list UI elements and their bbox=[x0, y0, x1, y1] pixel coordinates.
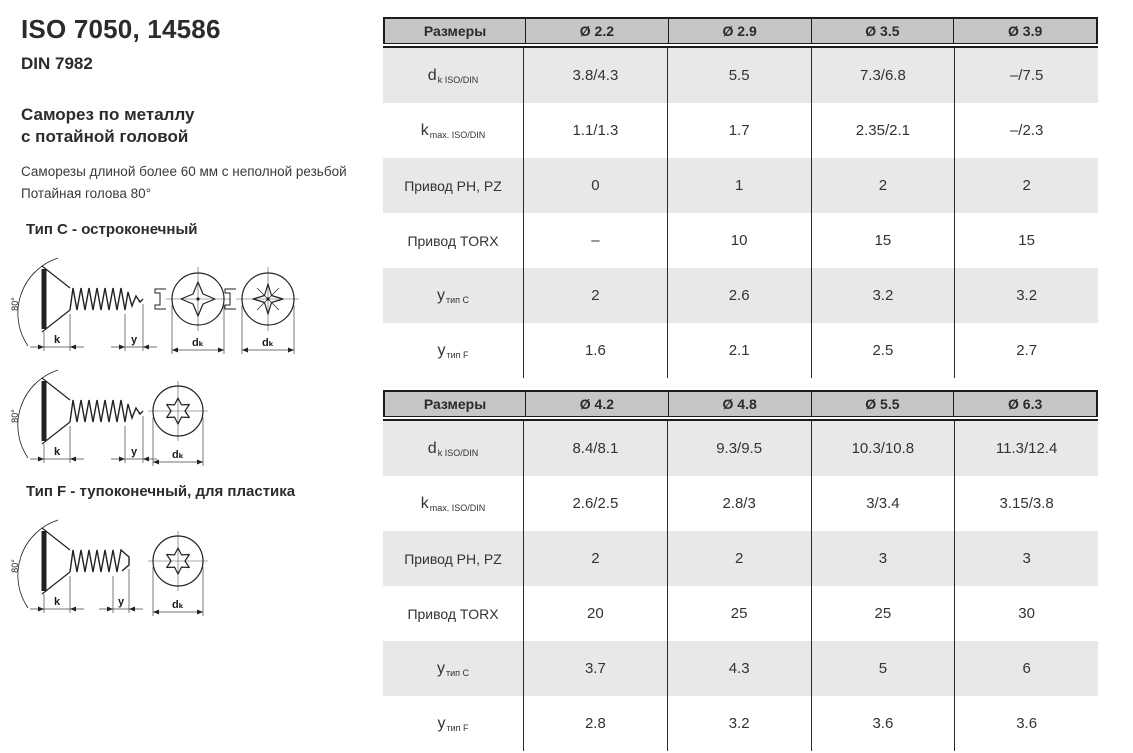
row-label-symbol: y bbox=[436, 659, 445, 677]
din-standard: DIN 7982 bbox=[21, 54, 93, 73]
table-value: 15 bbox=[811, 213, 955, 268]
type-f-heading: Тип F - тупоконечный, для пластика bbox=[26, 483, 296, 500]
angle-arc bbox=[18, 520, 58, 608]
table-value: 2 bbox=[954, 158, 1098, 213]
row-label bbox=[383, 323, 523, 378]
table-row bbox=[383, 48, 1098, 103]
row-label-symbol: d bbox=[427, 66, 437, 84]
dimension-table-2 bbox=[383, 390, 1098, 751]
table-header-diameter: Ø 4.8 bbox=[668, 392, 811, 416]
row-label-symbol: y bbox=[437, 341, 446, 359]
table-value: 7.3/6.8 bbox=[811, 48, 955, 103]
ph-head-view bbox=[155, 267, 230, 354]
table-row bbox=[383, 268, 1098, 323]
dk-dim-label: dₖ bbox=[191, 337, 205, 349]
table-value: 3.6 bbox=[954, 696, 1098, 751]
row-label bbox=[383, 103, 523, 158]
row-label bbox=[383, 268, 523, 323]
thread-zigzag bbox=[70, 400, 143, 422]
table-value: 2.6/2.5 bbox=[523, 476, 667, 531]
table-row bbox=[383, 421, 1098, 476]
torx-head-view bbox=[148, 531, 208, 616]
table-header-diameter: Ø 4.2 bbox=[525, 392, 668, 416]
row-label-symbol: y bbox=[437, 714, 446, 732]
k-dim-label: k bbox=[53, 596, 61, 608]
table-header-diameter: Ø 2.9 bbox=[668, 19, 811, 43]
table-value: 6 bbox=[954, 641, 1098, 696]
table-value: 5 bbox=[811, 641, 955, 696]
table-row bbox=[383, 103, 1098, 158]
table-header-diameter: Ø 2.2 bbox=[525, 19, 668, 43]
table-value: 2.5 bbox=[811, 323, 955, 378]
row-label bbox=[383, 696, 523, 751]
type-f-screw-drawing-torx bbox=[6, 510, 221, 625]
table-value: 3.15/3.8 bbox=[954, 476, 1098, 531]
table-value: 15 bbox=[954, 213, 1098, 268]
table-value: 2.7 bbox=[954, 323, 1098, 378]
row-label bbox=[383, 531, 523, 586]
center-dot bbox=[196, 297, 199, 300]
table-value: 25 bbox=[811, 586, 955, 641]
table-value: –/2.3 bbox=[954, 103, 1098, 158]
table-row bbox=[383, 531, 1098, 586]
row-label-subscript: max. ISO/DIN bbox=[429, 502, 486, 513]
angle-label: 80° bbox=[10, 559, 20, 573]
table-value: 5.5 bbox=[667, 48, 811, 103]
table-value: 1.1/1.3 bbox=[523, 103, 667, 158]
row-label bbox=[383, 421, 523, 476]
dk-dim-label: dₖ bbox=[261, 337, 275, 349]
table-row bbox=[383, 641, 1098, 696]
table-value: 3.2 bbox=[954, 268, 1098, 323]
row-label bbox=[383, 586, 523, 641]
dk-dim-label: dₖ bbox=[171, 449, 185, 461]
row-label-subscript: тип F bbox=[446, 722, 469, 733]
left-column bbox=[0, 0, 375, 753]
table-value: 1 bbox=[667, 158, 811, 213]
table-header-diameter: Ø 3.5 bbox=[811, 19, 954, 43]
row-label-subscript: k ISO/DIN bbox=[437, 74, 479, 85]
table-value: 3.2 bbox=[811, 268, 955, 323]
table-row bbox=[383, 158, 1098, 213]
k-dim-label: k bbox=[53, 446, 61, 458]
tables-column bbox=[383, 17, 1098, 751]
thread-zigzag-blunt bbox=[70, 550, 129, 572]
table-value: 2.35/2.1 bbox=[811, 103, 955, 158]
row-label-symbol: y bbox=[436, 286, 445, 304]
row-label-symbol: k bbox=[420, 121, 429, 139]
row-label-subscript: тип C bbox=[445, 667, 470, 678]
table-value: –/7.5 bbox=[954, 48, 1098, 103]
type-c-screw-drawing-ph-pz bbox=[6, 248, 301, 363]
row-label bbox=[383, 641, 523, 696]
table-value: 30 bbox=[954, 586, 1098, 641]
table-row bbox=[383, 476, 1098, 531]
product-name-line2: с потайной головой bbox=[21, 127, 189, 146]
row-label-symbol: d bbox=[427, 439, 437, 457]
type-c-screw-drawing-torx bbox=[6, 360, 221, 475]
table-header-diameter: Ø 6.3 bbox=[953, 392, 1096, 416]
table-value: 3.2 bbox=[667, 696, 811, 751]
table-value: 8.4/8.1 bbox=[523, 421, 667, 476]
row-label bbox=[383, 476, 523, 531]
angle-arc bbox=[18, 258, 58, 346]
y-dim-label: y bbox=[130, 334, 138, 346]
y-dim-label: y bbox=[117, 596, 125, 608]
table-value: 10 bbox=[667, 213, 811, 268]
row-label bbox=[383, 158, 523, 213]
table-value: 3/3.4 bbox=[811, 476, 955, 531]
table-value: 4.3 bbox=[667, 641, 811, 696]
y-dim-label: y bbox=[130, 446, 138, 458]
crosshair bbox=[148, 381, 208, 441]
table-value: 3 bbox=[811, 531, 955, 586]
row-label-subscript: max. ISO/DIN bbox=[429, 129, 486, 140]
table-value: 2 bbox=[523, 268, 667, 323]
table-value: 3.6 bbox=[811, 696, 955, 751]
table-header-row bbox=[383, 17, 1098, 44]
product-name-line1: Саморез по металлу bbox=[21, 105, 195, 124]
crosshair bbox=[148, 531, 208, 591]
table-value: 11.3/12.4 bbox=[954, 421, 1098, 476]
angle-arc bbox=[18, 370, 58, 458]
table-value: 2.8/3 bbox=[667, 476, 811, 531]
row-label-symbol: k bbox=[420, 494, 429, 512]
head-profile-bracket bbox=[155, 289, 166, 309]
product-description bbox=[21, 161, 347, 205]
product-desc-line1: Саморезы длиной более 60 мм с неполной резьбой bbox=[21, 164, 347, 179]
table-value: 1.7 bbox=[667, 103, 811, 158]
type-c-heading: Тип C - остроконечный bbox=[26, 221, 198, 238]
table-value: 2 bbox=[667, 531, 811, 586]
table-value: 2.6 bbox=[667, 268, 811, 323]
table-value: 9.3/9.5 bbox=[667, 421, 811, 476]
torx-head-view bbox=[148, 381, 208, 466]
thread-zigzag bbox=[70, 288, 143, 310]
table-row bbox=[383, 586, 1098, 641]
angle-label: 80° bbox=[10, 409, 20, 423]
table-value: 25 bbox=[667, 586, 811, 641]
table-header-row bbox=[383, 390, 1098, 417]
row-label-text: Привод PH, PZ bbox=[404, 550, 502, 567]
dimension-table-1 bbox=[383, 17, 1098, 378]
table-header-sizes: Размеры bbox=[423, 23, 487, 39]
table-row bbox=[383, 213, 1098, 268]
row-label bbox=[383, 48, 523, 103]
table-value: 2 bbox=[523, 531, 667, 586]
row-label-subscript: тип C bbox=[445, 294, 470, 305]
product-desc-line2: Потайная голова 80° bbox=[21, 186, 152, 201]
row-label-subscript: тип F bbox=[446, 349, 469, 360]
table-value: 1.6 bbox=[523, 323, 667, 378]
table-value: 2 bbox=[811, 158, 955, 213]
table-value: 2.8 bbox=[523, 696, 667, 751]
table-value: 20 bbox=[523, 586, 667, 641]
k-dim-label: k bbox=[53, 334, 61, 346]
center-dot bbox=[266, 297, 269, 300]
table-header-diameter: Ø 3.9 bbox=[953, 19, 1096, 43]
table-value: 10.3/10.8 bbox=[811, 421, 955, 476]
table-value: 0 bbox=[523, 158, 667, 213]
pz-head-view bbox=[225, 267, 299, 354]
angle-label: 80° bbox=[10, 297, 20, 311]
product-name bbox=[21, 104, 194, 148]
table-row bbox=[383, 323, 1098, 378]
row-label-subscript: k ISO/DIN bbox=[437, 447, 479, 458]
table-value: 3.7 bbox=[523, 641, 667, 696]
page-title: ISO 7050, 14586 bbox=[21, 14, 221, 44]
table-value: 2.1 bbox=[667, 323, 811, 378]
table-header-diameter: Ø 5.5 bbox=[811, 392, 954, 416]
table-value: – bbox=[523, 213, 667, 268]
dk-dim-label: dₖ bbox=[171, 599, 185, 611]
table-value: 3 bbox=[954, 531, 1098, 586]
row-label bbox=[383, 213, 523, 268]
row-label-text: Привод PH, PZ bbox=[404, 177, 502, 194]
row-label-text: Привод TORX bbox=[407, 605, 499, 622]
table-header-sizes: Размеры bbox=[423, 396, 487, 412]
row-label-text: Привод TORX bbox=[407, 232, 499, 249]
table-row bbox=[383, 696, 1098, 751]
table-value: 3.8/4.3 bbox=[523, 48, 667, 103]
